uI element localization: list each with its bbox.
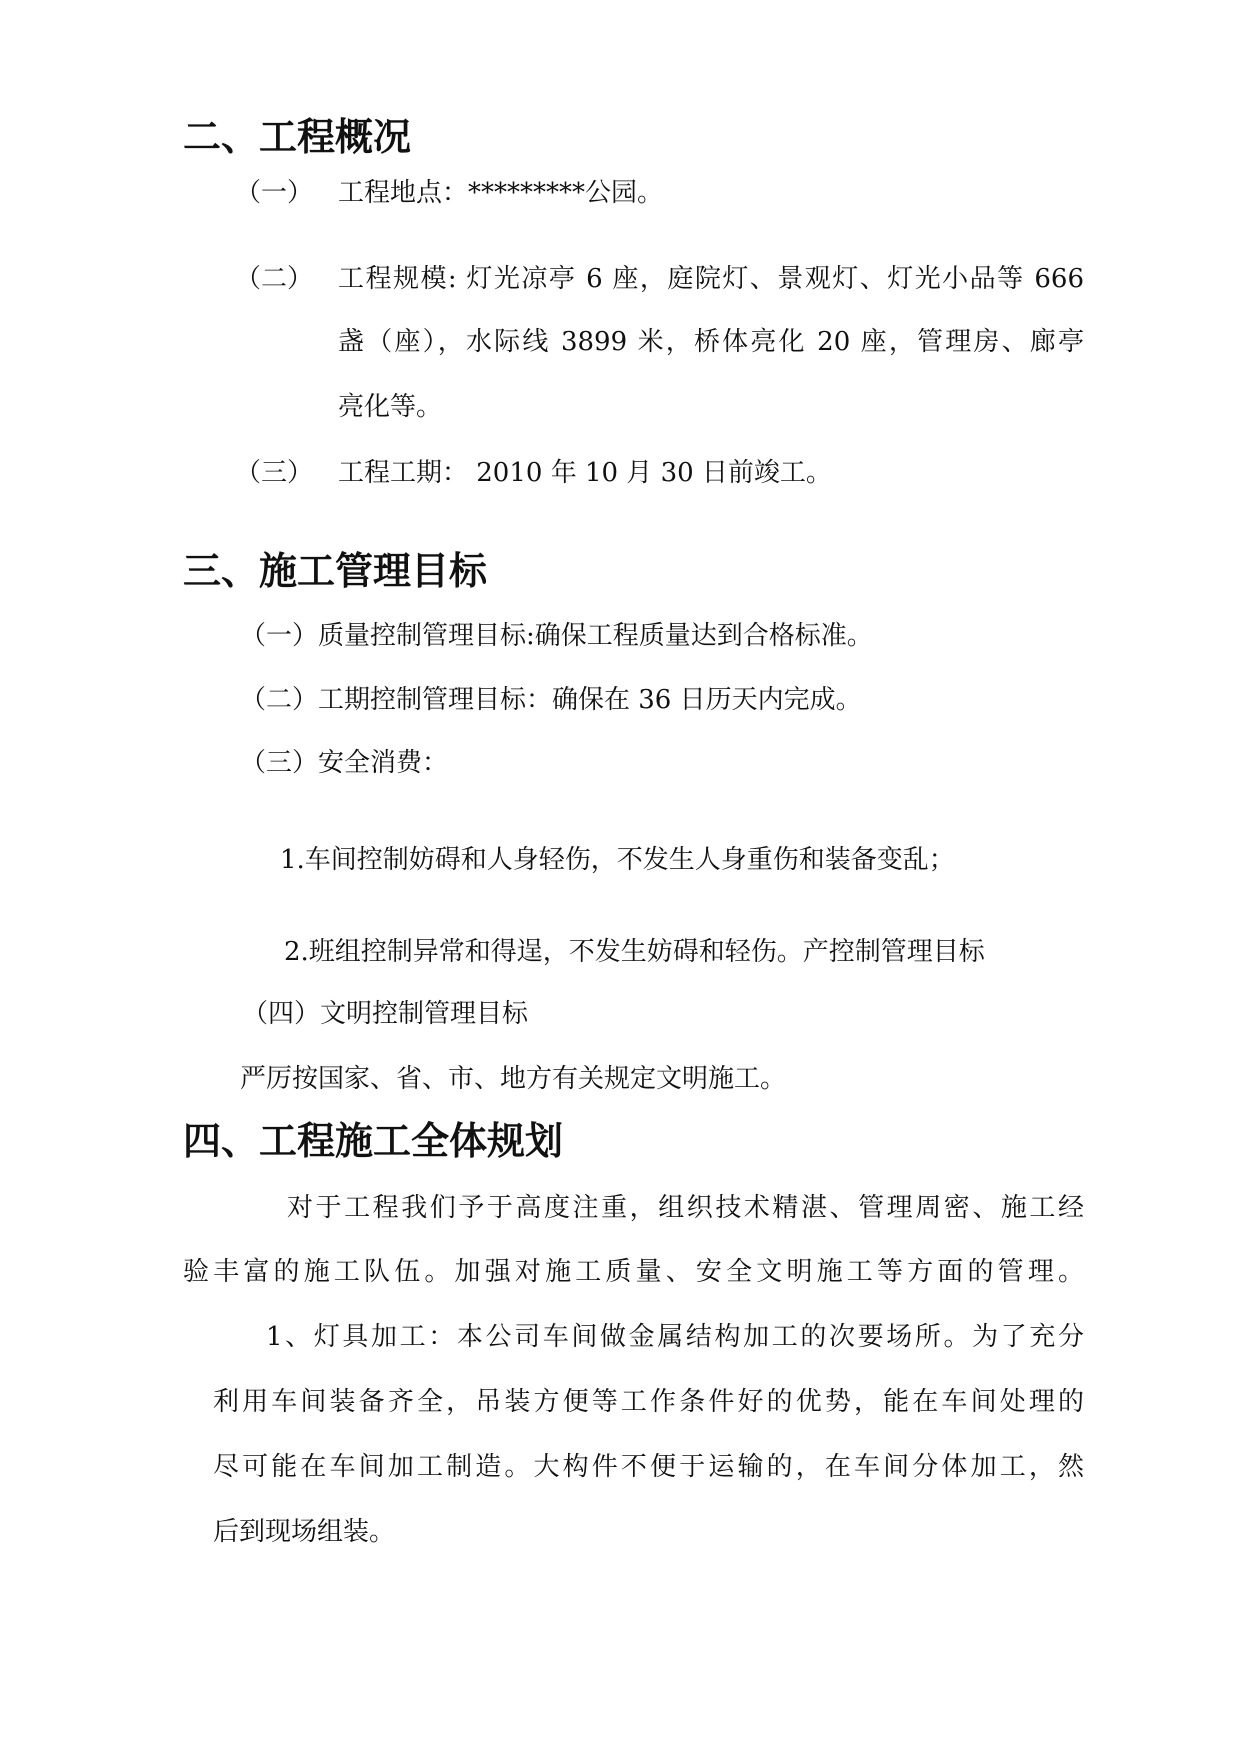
item-number: （一）	[235, 178, 314, 208]
project-scale-line: 工程规模: 灯光凉亭 6 座，庭院灯、景观灯、灯光小品等 666	[338, 264, 1084, 294]
quality-goal: （一）质量控制管理目标:确保工程质量达到合格标准。	[240, 621, 873, 651]
section-heading-overview: 二、工程概况	[183, 115, 412, 159]
fabrication-paragraph-line: 尽可能在车间加工制造。大构件不便于运输的，在车间分体加工，然	[213, 1452, 1084, 1482]
safety-item: 2.班组控制异常和得逞，不发生妨碍和轻伤。产控制管理目标	[284, 937, 985, 967]
project-scale-line: 亮化等。	[338, 392, 443, 422]
item-number: （二）	[235, 264, 314, 294]
fabrication-paragraph-line: 利用车间装备齐全，吊装方便等工作条件好的优势，能在车间处理的	[213, 1387, 1084, 1417]
civilization-goal-text: 严厉按国家、省、市、地方有关规定文明施工。	[240, 1064, 787, 1094]
safety-heading: （三）安全消费：	[240, 748, 449, 778]
section-heading-management-goals: 三、施工管理目标	[183, 549, 488, 593]
safety-item: 1.车间控制妨碍和人身轻伤，不发生人身重伤和装备变乱；	[280, 845, 955, 875]
plan-paragraph-line: 验丰富的施工队伍。加强对施工质量、安全文明施工等方面的管理。	[183, 1257, 1084, 1287]
civilization-goal-heading: （四）文明控制管理目标	[242, 999, 529, 1029]
plan-paragraph-line: 对于工程我们予于高度注重，组织技术精湛、管理周密、施工经	[287, 1193, 1084, 1223]
item-number: （三）	[235, 458, 314, 488]
section-heading-overall-plan: 四、工程施工全体规划	[183, 1119, 564, 1163]
schedule-goal: （二）工期控制管理目标：确保在 36 日历天内完成。	[240, 685, 862, 715]
project-location: 工程地点：*********公园。	[338, 178, 664, 208]
fabrication-paragraph-line: 1、灯具加工：本公司车间做金属结构加工的次要场所。为了充分	[266, 1322, 1084, 1352]
project-scale-line: 盏（座），水际线 3899 米，桥体亮化 20 座，管理房、廊亭	[338, 327, 1084, 357]
project-schedule: 工程工期： 2010 年 10 月 30 日前竣工。	[338, 458, 832, 488]
fabrication-paragraph-line: 后到现场组装。	[213, 1517, 396, 1547]
